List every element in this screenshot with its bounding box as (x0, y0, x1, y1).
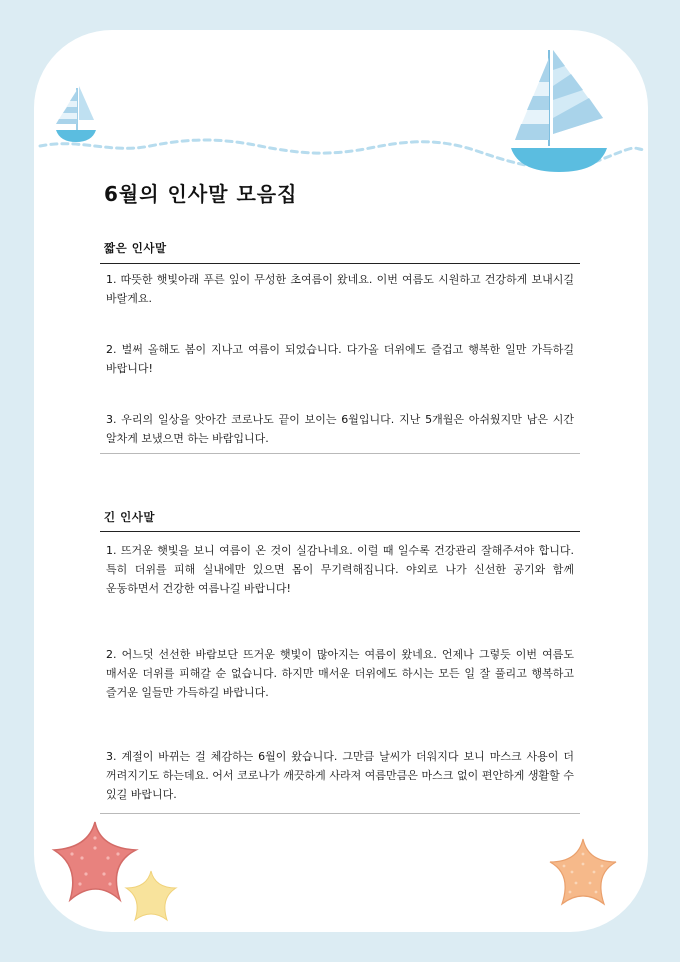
section-heading-long: 긴 인사말 (104, 510, 155, 524)
starfish-yellow-icon (124, 868, 178, 924)
section-divider-bottom (100, 813, 580, 814)
sailboat-large-icon (505, 48, 615, 176)
section-divider-bottom (100, 453, 580, 454)
long-greeting-2: 2. 어느덧 선선한 바람보단 뜨거운 햇빛이 많아지는 여름이 왔네요. 언제나 그렇듯 이번 여름도 매서운 더위를 피해갈 순 없습니다. 하지만 매서운 더위에도 하시는 모든 일 잘 풀리고 행복하고 즐거운 일들만 가득하길 바랍니다. (106, 648, 574, 699)
short-greeting-2: 2. 벌써 올해도 봄이 지나고 여름이 되었습니다. 다가올 더위에도 즐겁고 행복한 일만 가득하길 바랍니다! (106, 343, 574, 375)
long-greeting-1: 1. 뜨거운 햇빛을 보니 여름이 온 것이 실감나네요. 이럴 때 일수록 건강관리 잘해주셔야 합니다. 특히 더위를 피해 실내에만 있으면 몸이 무기력해집니다. 야외로 나가 신선한 공기와 함께 운동하면서 건강한 여름나길 바랍니다! (106, 544, 574, 595)
section-divider-top (100, 263, 580, 264)
long-greeting-3: 3. 계절이 바뀌는 걸 체감하는 6월이 왔습니다. 그만큼 날씨가 더워지다 보니 마스크 사용이 더 꺼려지기도 하는데요. 어서 코로나가 깨끗하게 사라져 여름만큼은 마스크 없이 편안하게 생활할 수 있길 바랍니다. (106, 750, 574, 801)
section-heading-short: 짧은 인사말 (104, 241, 167, 255)
section-divider-top (100, 531, 580, 532)
page-title: 6월의 인사말 모음집 (104, 182, 298, 206)
sailboat-small-icon (50, 84, 100, 146)
short-greeting-1: 1. 따뜻한 햇빛아래 푸른 잎이 무성한 초여름이 왔네요. 이번 여름도 시원하고 건강하게 보내시길 바랄게요. (106, 273, 574, 305)
short-greeting-3: 3. 우리의 일상을 앗아간 코로나도 끝이 보이는 6월입니다. 지난 5개월은 아쉬웠지만 남은 시간 알차게 보냈으면 하는 바람입니다. (106, 413, 574, 445)
starfish-orange-icon (546, 836, 620, 910)
